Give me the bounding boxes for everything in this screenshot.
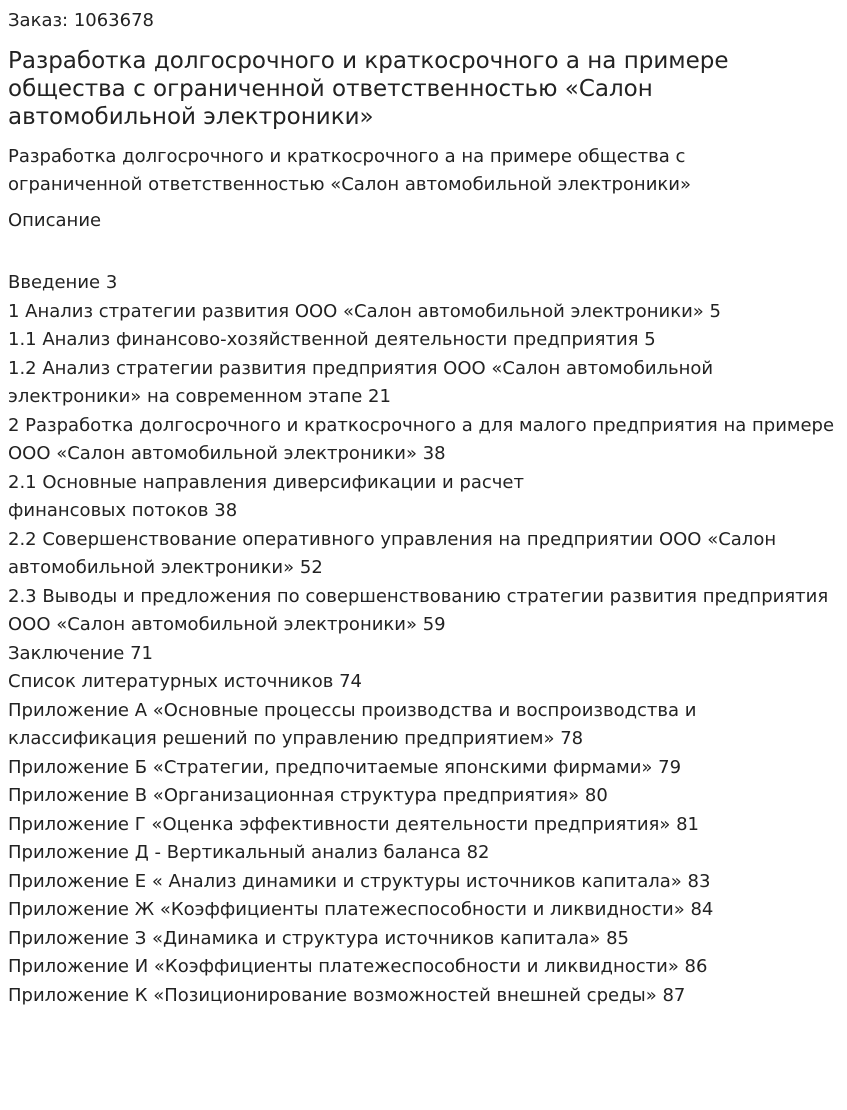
toc-item: Заключение 71 xyxy=(8,642,153,664)
toc-item: Список литературных источников 74 xyxy=(8,671,362,692)
toc-item: Приложение И «Коэффициенты платежеспособности и ликвидности» 86 xyxy=(8,956,708,977)
toc-item: Приложение З «Динамика и структура источников капитала» 85 xyxy=(8,927,629,949)
toc-item: 1 Анализ стратегии развития ООО «Салон автомобильной электроники» 5 xyxy=(8,300,721,322)
toc-item: 2 Разработка долгосрочного и краткосрочного а для малого предприятия на примере ООО «Салон автомобильной электроники» 38 xyxy=(8,414,835,464)
table-of-contents xyxy=(8,269,838,1010)
order-number: Заказ: 1063678 xyxy=(8,10,154,31)
toc-item: Приложение Д - Вертикальный анализ баланса 82 xyxy=(8,842,490,863)
page-title: Разработка долгосрочного и краткосрочного а на примере общества с ограниченной ответственностью «Салон автомобильной электроники» xyxy=(8,48,729,130)
toc-item: 1.2 Анализ стратегии развития предприятия ООО «Салон автомобильной электроники» на современном этапе 21 xyxy=(8,357,714,407)
page-subtitle: Разработка долгосрочного и краткосрочного а на примере общества с ограниченной ответственностью «Салон автомобильной электроники» xyxy=(8,146,691,195)
toc-item: 2.2 Совершенствование оперативного управления на предприятии ООО «Салон автомобильной электроники» 52 xyxy=(8,528,777,578)
toc-item: Приложение Г «Оценка эффективности деятельности предприятия» 81 xyxy=(8,813,699,835)
toc-item: Приложение Ж «Коэффициенты платежеспособности и ликвидности» 84 xyxy=(8,899,714,920)
toc-item: 1.1 Анализ финансово-хозяйственной деятельности предприятия 5 xyxy=(8,329,656,350)
toc-item: Приложение В «Организационная структура предприятия» 80 xyxy=(8,785,608,806)
toc-item: Приложение Е « Анализ динамики и структуры источников капитала» 83 xyxy=(8,870,711,892)
toc-item: Приложение Б «Стратегии, предпочитаемые японскими фирмами» 79 xyxy=(8,756,682,778)
description-heading: Описание xyxy=(8,210,102,231)
toc-item: 2.3 Выводы и предложения по совершенствованию стратегии развития предприятия ООО «Салон автомобильной электроники» 59 xyxy=(8,585,829,635)
toc-item: Введение 3 xyxy=(8,272,118,293)
toc-item: финансовых потоков 38 xyxy=(8,500,238,521)
toc-item: 2.1 Основные направления диверсификации и расчет xyxy=(8,471,524,493)
toc-item: Приложение К «Позиционирование возможностей внешней среды» 87 xyxy=(8,984,686,1006)
toc-item: Приложение А «Основные процессы производства и воспроизводства и классификация решений по управлению предприятием» 78 xyxy=(8,699,697,749)
